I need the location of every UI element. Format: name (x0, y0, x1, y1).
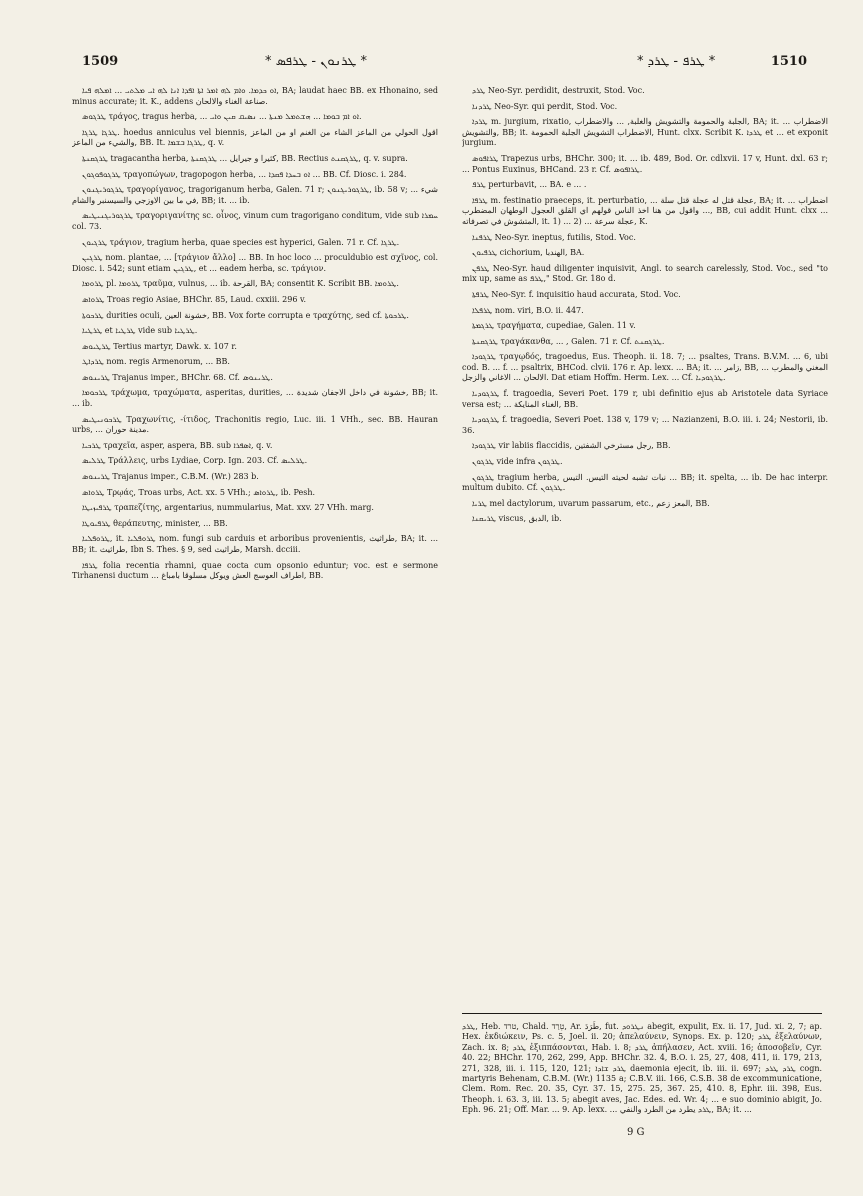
dictionary-entry: ܛܪܦܐ m. festinatio praeceps, it. perturbatio, ... عجلة قتل له عجلة قتل سلة, BA; it. ... اضطراب ... واقول من هنا اخذ الناس قولهم اي القلق العجول الوطهان المضطرب, BB, cui addit Hunt. clxx ... المتشوش في تصرفاته, it. 1) ... 2) ... عجلة سرعة, K. (462, 195, 828, 226)
dictionary-entry: ܛܪܦܝܙܝܛܐ τραπεζίτης, argentarius, nummularius, Mat. xxv. 27 VHh. marg. (82, 503, 374, 513)
dictionary-entry: ܛܪܓܝܢ nom. plantae, ... [τράγιον ἄλλο] ... BB. In hoc loco ... proculdubio est σχῖνος, col. Diosc. i. 542; sunt etiam ܛܪܓܝܢ, et ... eadem herba, sc. τράγιον. (72, 253, 438, 273)
right-page-number: 1510 (770, 54, 807, 69)
right-column (462, 86, 828, 1126)
dictionary-entry: ܛܪܟܘܬܐ durities oculi, خشونة العين, BB. Vox forte corrupta e τραχύτης, sed cf. ܛܪܟܘܬܐ. (82, 310, 409, 320)
page-header (70, 54, 807, 76)
dictionary-entry: ܛܪܓܘܕܐ vir labiis flaccidis, رجل مسترخي الشفتين, BB. (472, 441, 671, 451)
dictionary-entry: ܛܪܓܩܢܬܐ tragacantha herba, كثيرا و جيرايل ... ܛܪܓܩܢܬܐ, BB. Rectius ܛܪܓܩܢܬ, q. v. supra. (82, 153, 408, 163)
dictionary-entry: ܛܪܓܘܕܐ τραγῳδός, tragoedus, Eus. Theoph. ii. 18. 7; ... psaltes, Trans. B.V.M. ... 6, ubi cod. B. ... f. ... psaltrix, BHCod. clvii. 176 r. Ap. lexx. ... BA; it. ... زامر, BB, ... المغني والمطرب الالحان ... الاغاني والزجل. Dat etiam Hoffm. Herm. Lex. ... Cf. ܛܪܓܘܕܝܐ. (462, 352, 828, 383)
dictionary-entry: ܛܪܓܘܦܘܓܘܢ τραγοπώγων, tragopogon herba, ... ܐܘ ܒܚܕܐ ܦܩܕܐ ... BB. Cf. Diosc. i. 284. (82, 169, 407, 179)
dictionary-entry: ܛܪܟܘܢܝܛܝܣ Τραχωνίτις, -ίτιδος, Trachonitis regio, Luc. iii. 1 VHh., sec. BB. Hauran urbs, ... مدينة حوران. (72, 414, 438, 435)
left-page-number: 1509 (82, 54, 119, 69)
dictionary-entry: ܛܪܠܝܣ Τράλλεις, urbs Lydiae, Corp. Ign. 203. Cf. ܛܪܠܝܣ. (82, 456, 308, 466)
dictionary-entry: ܛܪܝܩܢܐ viscus, الدبق, ib. (472, 514, 562, 524)
dictionary-entry: ܛܪܘܦܠܝܐ, it. ܛܪܘܦܠܝܐ nom. fungi sub carduis et arboribus provenientis, طراثيث, BA; it. ... BB; it. طراثيث, Ibn S. Thes. § 9, sed طراثيث, Marsh. dcciii. (72, 534, 438, 554)
dictionary-entry: ܐܘ ܟܕܡܐ. ܘܐܡ ܠܗ ܐܡܪ ܐܬܐ ܐܦܕܐ ܐܢܐ ܠܗ ܐܝ ܡܠܬܝ ... ܐܡܠܗ ܦܝܐ, BA; laudat haec BB. ex Hhonaino, sed minus accurate; it. K., addens صناعة الغناء والالحان. (72, 86, 438, 106)
right-running-head: * ܛܪܦ - ܛܪܕ * (637, 54, 716, 69)
dictionary-entry: ܛܪܓܘܪܝܓܢܘܢ τραγορίγανος, tragoriganum herba, Galen. 71 r; ܛܪܓܘܪܝܓܢܘܢ, ib. 58 v; ... شيء في ما بين الاوزجي والسيسنبر والشام, BB; it. ... ib. (72, 185, 438, 205)
dictionary-entry: ܛܪܓܡܬܐ τραγήματα, cupediae, Galen. 11 v. (472, 321, 636, 331)
dictionary-entry: ܛܪܘܡܐ pl. ܛܪܘܡܐ τραῦμα, vulnus, ... ib. القرحة, BA; consentit K. Scribit BB. ܛܪܘܡܐ. (82, 279, 399, 289)
dictionary-entry: ܛܪܘܐܣ Τρῳάς, Troas urbs, Act. xx. 5 VHh.; ܛܪܘܐܣ, ib. Pesh. (82, 487, 316, 497)
dictionary-entry: ܛܪܛܝܘܣ Tertius martyr, Dawk. x. 107 r. (82, 341, 237, 351)
footnote-divider (462, 1013, 822, 1014)
dictionary-entry: ܛܪܦܝܘܛܐ θεράπευτης, minister, ... BB. (82, 518, 228, 528)
dictionary-entry: ܛܪܦܢܐ Neo-Syr. ineptus, futilis, Stod. Voc. (472, 232, 636, 242)
left-running-head: * ܛܪܢܘܢ - ܛܪܦܣ * (265, 54, 367, 69)
dictionary-entry: ܛܪܦܝܘܢ cichorium, الهندبا, BA. (472, 248, 585, 258)
dictionary-entry: ܛܪܐܦܘܣ Trapezus urbs, BHChr. 300; it. ... ib. 489, Bod. Or. cdlxvii. 17 v, Hunt. dxl. 63 r; ... Pontus Euxinus, BHCand. 23 r. Cf. ܛܪܐܦܘܣ. (462, 153, 828, 174)
dictionary-entry: ܛܪܦܢ Neo-Syr. haud diligenter inquisivit, Angl. to search carelessly, Stod. Voc., sed "to mix up, same as ܛܪܦ," Stod. Gr. 18o d. (462, 263, 828, 284)
dictionary-entry: ܛܪܛܝܐ et ܛܪܛܝܐ vide sub ܛܪܛܝܐ. (82, 326, 198, 336)
dictionary-entry: ܛܪܓܘܣ τράγος, tragus herba, ... ܐܘ ܐܡ ܒܘܡܐ ... ܗܫܬܡܠ ܡܢܬܐ ... ܢܣܝܩ ܩܝܢ ܘܐܝ. (82, 112, 362, 122)
left-column (72, 86, 438, 1126)
signature-mark: 9 G (627, 1127, 645, 1138)
dictionary-entry: ܛܪܝܢܘܣ Trajanus imper., C.B.M. (Wr.) 283 b. (82, 472, 259, 482)
dictionary-entry: ܛܪܓܘܢ vide infra ܛܪܓܘܢ. (472, 457, 563, 467)
dictionary-entry: ܛܪܦܠܐ nom. viri, B.O. ii. 447. (472, 305, 584, 315)
dictionary-entry: ܛܪܘܐܣ Troas regio Asiae, BHChr. 85, Laud. cxxiii. 296 v. (82, 294, 307, 304)
dictionary-entry: ܛܪܝܐ mel dactylorum, uvarum passarum, etc., المعز زعم, BB. (472, 498, 710, 508)
dictionary-entry: ܛܪܓܘܢ tragium herba, نبات تشبه لحيته التيس. التيس ... BB; it. spelta, ... ib. De hac interpr. multum dubito. Cf. ܛܪܓܘܢ. (462, 472, 828, 493)
dictionary-entry: ܛܪܟܘܡܐ τράχωμα, τραχώματα, asperitas, durities, ... خشونة في داخل الاجفان شديدة, BB; it. ... ib. (72, 388, 438, 409)
dictionary-entry: ܛܪܕܐ m. jurgium, rixatio, الجلبة والحمومة والتشويش والغلبة, ... والاضطراب, BA; it. ... الاضطراب والتشويش, BB; it. الاضطراب التشويش الجلبة الحمومة, Hunt. clxx. Scribit K. ܛܪܕܐ et ... et exponit jurgium. (462, 117, 828, 148)
dictionary-entry: ܛܪܓܝܘܢ τράγιον, tragium herba, quae species est hyperici, Galen. 71 r. Cf. ܛܪܓܐ. (82, 237, 400, 247)
dictionary-entry: ܛܪܦܐ folia recentia rhamni, quae cocta cum opsonio eduntur; voc. est e sermone Tirhanensi ductum ... اطراف العوسج العش ويوكل مسلوقا بامباغ, BB. (72, 560, 438, 581)
dictionary-entry: ܛܪܦܬܐ Neo-Syr. f. inquisitio haud accurata, Stod. Voc. (472, 289, 681, 299)
dictionary-entry: ܛܪܕܐܛ nom. regis Armenorum, ... BB. (82, 357, 230, 367)
footnote-entry: ܛܪܕ, Heb. טרד, Chald. טְרַד, Ar. طَرَدَ, fut. ܢܛܪܘܕ abegit, expulit, Ex. ii. 17, Jud. xi. 2, 7; ap. Hex. ἐκδιώκειν, Ps. c. 5, Joel. ii. 20; ἀπελαύνειν, Synops. Ex. p. 120; ܛܪܕ ἐξελαύνων, Zach. ix. 8; ܛܪܕ ἐξιππάσονται, Hab. i. 8; ܛܪܕ ἀπήλασεν, Act. xviii. 16; ἀποσοβεῖν, Cyr. 40. 22; BHChr. 170, 262, 299, App. BHChr. 32. 4, B.O. i. 25, 27, 408, 411, ii. 179, 213, 271, 328, iii. i. 115, 120, 121; ܛܪܕ ܫܐܕܐ daemonia ejecit, ib. iii. ii. 697; ܛܪܕ ܛܪܕ cogn. martyris Behenam, C.B.M. (Wr.) 1135 a; C.B.V. iii. 166, C.S.B. 38 de excommunicatione, Clem. Rom. Rec. 20. 35, Cyr. 37. 15, 275. 25, 367. 25, 410. 8, Ephr. iii. 398, Eus. Theoph. i. 63. 3, iii. 13. 5; abegit aves, Jac. Edes. ed. Wr. 4; ... e suo dominio abigit, Jo. Eph. 96. 21; Off. Mar. ... 9. Ap. lexx. ... ܛܪܕ يطرد من الطرد والنفي, BA; it. ... (462, 1022, 823, 1115)
dictionary-entry: ܛܪܕܢܐ Neo-Syr. qui perdit, Stod. Voc. (472, 101, 618, 111)
dictionary-entry: ܛܪܓܐ ܛܪܓܐ. hoedus anniculus vel biennis, اقول الحولي من الماعز الشاء من الغنم او من الماعز والشيء من الماعز, BB. It. ܛܪܓܐ ܒܫܡܐ, q. v. (72, 127, 438, 148)
dictionary-entry: ܛܪܟܝܐ τραχεῖα, asper, aspera, BB. sub ܐܣܦܪܐ, q. v. (82, 440, 273, 450)
dictionary-entry: ܛܪܦ perturbavit, ... BA. e ... . (472, 180, 587, 190)
dictionary-entry: ܛܪܝܢܘܣ Trajanus imper., BHChr. 68. Cf. ܛܪܝܢܘܣ. (82, 372, 273, 382)
dictionary-entry: ܛܪܕ Neo-Syr. perdidit, destruxit, Stod. Voc. (472, 86, 645, 95)
dictionary-entry: ܛܪܓܩܢܬܐ τραγάκανθα, ... , Galen. 71 r. Cf. ܛܪܓܩܢܬ. (472, 336, 665, 346)
dictionary-entry: ܛܪܓܘܕܝܐ f. tragoedia, Severi Poet. 138 v, 179 v; ... Nazianzeni, B.O. iii. i. 24; Nestorii, ib. 36. (462, 415, 828, 435)
dictionary-entry: ܛܪܓܘܪܝܓܢܝܛܝܣ τραγοριγανίτης sc. οἶνος, vinum cum tragorigano conditum, vide sub ܚܡܪܐ col. 73. (72, 211, 438, 231)
dictionary-entry: ܛܪܓܘܕܝܐ f. tragoedia, Severi Poet. 179 r, ubi definitio ejus ab Aristotele data Syriace versa est; ... الغناء المنايكة, BB. (462, 389, 828, 409)
